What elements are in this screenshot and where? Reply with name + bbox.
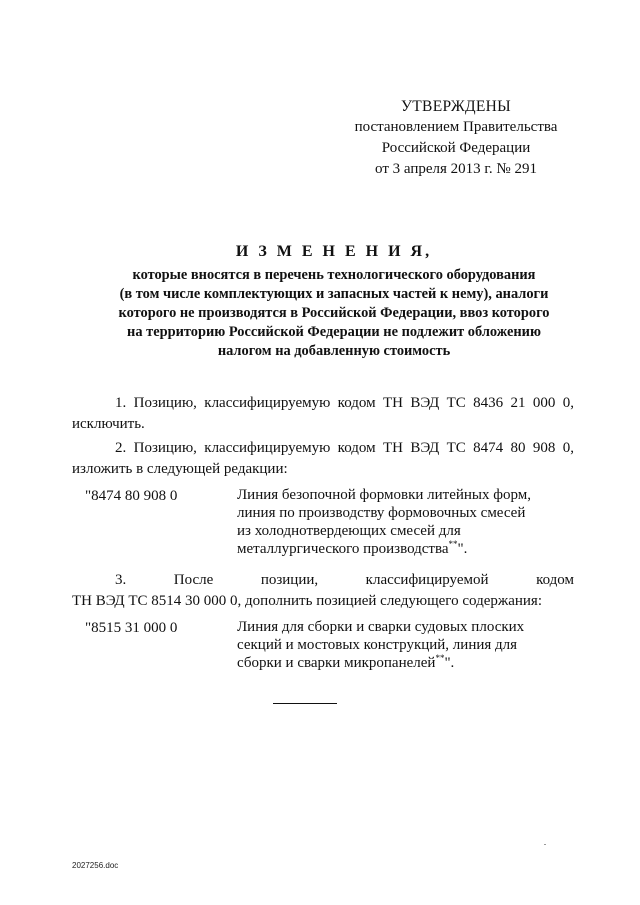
- entry-end: ".: [444, 655, 455, 671]
- entry-description: [237, 486, 574, 558]
- document-body: [72, 393, 574, 684]
- change-item-2: [72, 438, 574, 558]
- subtitle-line: которого не производятся в Российской Федерации, ввоз которого: [118, 305, 550, 321]
- approval-stamp: УТВЕРЖДЕНЫ: [401, 98, 511, 115]
- approval-block: [336, 96, 576, 180]
- approval-line: от 3 апреля 2013 г. № 291: [375, 161, 537, 177]
- subtitle-line: на территорию Российской Федерации не подлежит обложению: [127, 324, 541, 340]
- entry-line: секций и мостовых конструкций, линия для: [237, 637, 518, 653]
- item-rest-line: ТН ВЭД ТС 8514 30 000 0, дополнить позицией следующего содержания:: [72, 593, 542, 609]
- entry-description: [237, 618, 574, 672]
- entry-end: ".: [457, 541, 468, 557]
- item-rest-line: исключить.: [72, 416, 145, 432]
- subtitle-line: которые вносятся в перечень технологического оборудования: [132, 267, 536, 283]
- document-title: [60, 241, 608, 361]
- entry-line: Линия для сборки и сварки судовых плоских: [237, 619, 525, 635]
- change-item-3: [72, 570, 574, 672]
- closing-divider: [273, 703, 337, 704]
- approval-line: Российской Федерации: [381, 140, 531, 156]
- item-rest-line: изложить в следующей редакции:: [72, 461, 288, 477]
- entry-line-last: [237, 654, 574, 672]
- entry-line: сборки и сварки микропанелей: [237, 655, 436, 671]
- item-first-line: 1. Позицию, классифицируемую кодом ТН ВЭД ТС 8436 21 000 0,: [115, 395, 574, 411]
- file-name: 2027256.doc: [72, 861, 119, 870]
- entry-line: из холоднотвердеющих смесей для: [237, 523, 461, 539]
- item-entry: [85, 618, 574, 672]
- footnote-mark: **: [448, 539, 458, 549]
- footnote-mark: **: [435, 653, 445, 663]
- entry-line: Линия безопочной формовки литейных форм,: [237, 487, 531, 503]
- item-first-line: 2. Позицию, классифицируемую кодом ТН ВЭД ТС 8474 80 908 0,: [115, 440, 574, 456]
- subtitle-line: налогом на добавленную стоимость: [217, 343, 451, 359]
- title-subtitle: [60, 266, 608, 361]
- entry-code: "8474 80 908 0: [85, 488, 178, 504]
- entry-line: линия по производству формовочных смесей: [237, 505, 526, 521]
- entry-line: металлургического производства: [237, 541, 449, 557]
- item-first-line: 3. После позиции, классифицируемой кодом: [115, 572, 574, 588]
- entry-code: "8515 31 000 0: [85, 620, 178, 636]
- item-entry: [85, 486, 574, 558]
- title-heading: И З М Е Н Е Н И Я,: [235, 243, 433, 260]
- scan-speck: [544, 844, 546, 845]
- entry-line-last: [237, 540, 574, 558]
- approval-line: постановлением Правительства: [354, 119, 558, 135]
- change-item-1: [72, 393, 574, 435]
- subtitle-line: (в том числе комплектующих и запасных частей к нему), аналоги: [119, 286, 549, 302]
